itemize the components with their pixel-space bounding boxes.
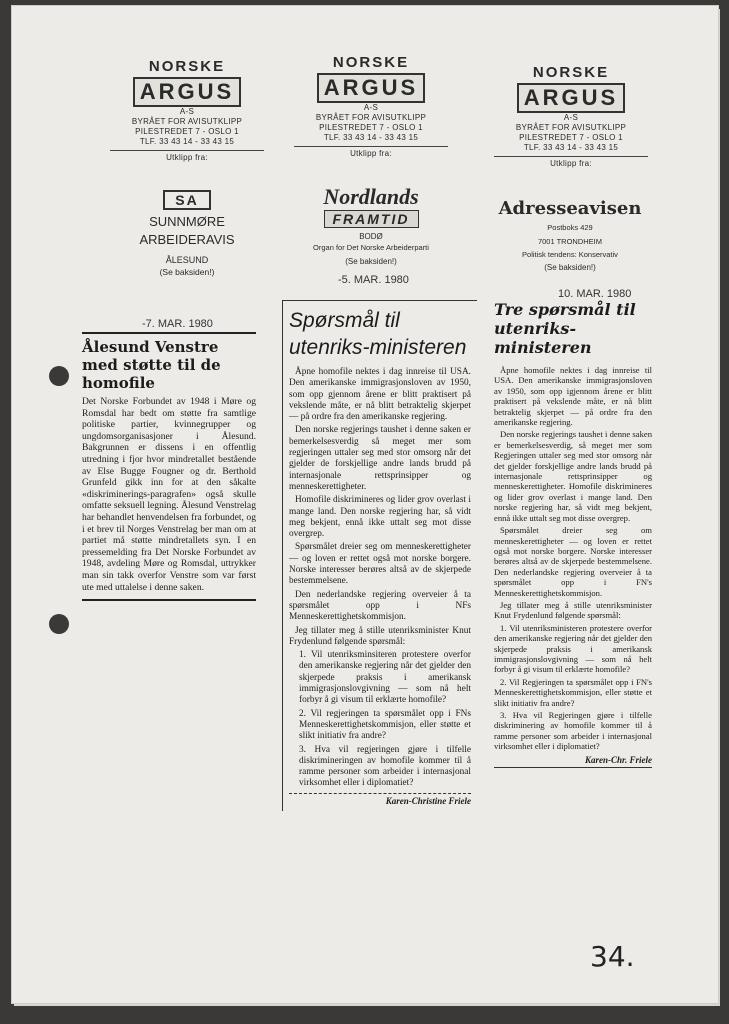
argus-header-1	[110, 58, 264, 163]
clipping-alesund-venstre	[82, 332, 256, 601]
argus-logo: ARGUS	[133, 77, 241, 107]
paper-name-line2: FRAMTID	[324, 210, 419, 228]
header-norske: NORSKE	[148, 58, 226, 75]
paper-city: 7001 TRONDHEIM	[537, 237, 603, 246]
header-clip-from: Utklipp fra:	[166, 153, 208, 162]
clipping-tre-sporsmal-adresseavisen	[494, 300, 652, 768]
clipping-questions	[494, 623, 652, 752]
paper-tendens: Politisk tendens: Konservativ	[522, 250, 618, 259]
paper-masthead-2	[284, 184, 458, 266]
clipping-headline: Ålesund Venstre med støtte til de homofile	[82, 338, 221, 392]
header-clip-from: Utklipp fra:	[550, 159, 592, 168]
clipping-question: 3. Hva vil regjeringen gjøre i tilfelle diskrimineringen av homofile kommer til å ramme personer som arbeider i internasjonal virksomhet eller i diplomatiet?	[299, 744, 471, 789]
archive-page	[12, 6, 718, 1003]
clipping-paragraph: Jeg tillater meg å stille utenriksminister Knut Frydenlund følgende spørsmål:	[289, 625, 471, 647]
paper-organ: Organ for Det Norske Arbeiderparti	[313, 243, 429, 252]
clipping-question: 3. Hva vil Regjeringen gjøre i tilfelle diskriminering av homofile kommer til å ramme personer som arbeider i internasjonal virksomhet eller i diplomatiet?	[494, 710, 652, 752]
paper-note: (Se baksiden!)	[159, 267, 215, 277]
header-norske: NORSKE	[332, 54, 410, 71]
clipping-byline: Karen-Christine Friele	[289, 793, 471, 807]
header-phone: TLF. 33 43 14 - 33 43 15	[139, 137, 235, 146]
clipping-question: 1. Vil utenriksministeren protestere overfor den amerikanske regjering når det gjelder den skjerpede praksis i amerikansk immigrasjonslovgivning — som nå helt forbyr å gi visum til erklærte homofile?	[494, 622, 652, 675]
clipping-sporsmal-nordlands	[282, 300, 477, 811]
header-as: A-S	[363, 103, 379, 112]
header-address: PILESTREDET 7 - OSLO 1	[319, 123, 423, 132]
paper-note: (Se baksiden!)	[544, 263, 596, 272]
punch-hole	[49, 614, 69, 634]
paper-city: BODØ	[359, 232, 383, 241]
clipping-paragraph: Homofile diskrimineres og lider grov overlast i mange land. Den norske regjering har, så vidt meg bekjent, ennå ikke uttalt seg mot disse overgrep.	[289, 495, 471, 540]
argus-header-3	[494, 64, 648, 169]
paper-box: Postboks 429	[547, 223, 593, 232]
header-phone: TLF. 33 43 14 - 33 43 15	[323, 133, 419, 142]
clipping-byline: Karen-Chr. Friele	[494, 755, 652, 768]
header-as: A-S	[563, 113, 579, 122]
header-address: PILESTREDET 7 - OSLO 1	[519, 133, 623, 142]
clipping-paragraph: Den norske regjerings taushet i denne saken er bemerkelsesverdig så meget mer som regjeringen uttaler seg med stor omsorg når det gjelder de forskjellige andre lands brudd på internasjonale rettsprinsipper og menneskerettigheter.	[289, 425, 471, 492]
clipping-question: 1. Vil utenriksminsiteren protestere overfor den amerikanske regjering når det gjelder den skjerpede praksis i amerikansk immigrasjonslovgivning — som nå helt forbyr å gi visum til erklærte homofile?	[299, 650, 471, 706]
handwritten-page-number: 34.	[590, 940, 635, 973]
paper-name-line2: ARBEIDERAVIS	[139, 232, 235, 247]
clipping-paragraph: Åpne homofile nektes i dag innreise til USA. Den amerikanske immigrasjonsloven av 1950, som opp igjennom årene er blitt praktisert på vekslende måte, er nå blitt betraktelig skjerpet — på ordre fra den amerikanske regjering.	[494, 365, 652, 428]
punch-hole	[49, 366, 69, 386]
clipping-paragraph: Den nederlandske regjering overveier å ta spørsmålet opp i NFs Menneskerettighetskommisjon.	[289, 589, 471, 623]
clipping-body	[289, 367, 471, 648]
header-bureau: BYRÅET FOR AVISUTKLIPP	[515, 123, 627, 132]
clipping-headline: Spørsmål til utenriks-ministeren	[289, 309, 467, 359]
header-clip-from: Utklipp fra:	[350, 149, 392, 158]
paper-masthead-1	[110, 190, 264, 277]
header-norske: NORSKE	[532, 64, 610, 81]
date-stamp: 10. MAR. 1980	[558, 288, 632, 300]
paper-name: Nordlands	[323, 184, 419, 209]
date-stamp: -7. MAR. 1980	[142, 318, 213, 330]
paper-masthead-3	[488, 198, 652, 272]
paper-name: SUNNMØRE	[149, 214, 225, 229]
argus-logo: ARGUS	[517, 83, 625, 113]
header-bureau: BYRÅET FOR AVISUTKLIPP	[315, 113, 427, 122]
header-phone: TLF. 33 43 14 - 33 43 15	[523, 143, 619, 152]
header-address: PILESTREDET 7 - OSLO 1	[135, 127, 239, 136]
clipping-body: Det Norske Forbundet av 1948 i Møre og Romsdal har bedt om støtte fra samtlige politiske partier, kvinnegrupper og ungdomsorganisasjoner i Ålesund. Bakgrunnen er dissens i en offentlig utredning i fjor hvor mindretallet bestående av Else Bugge Fougner og dr. Berthold Grunfeld gikk inn for at den såkalte «diskriminerings-paragrafen» også skulle omfatte seksuell legning. Ålesund Venstrelag har behandlet henvendelsen fra forbundet, og i et brev til Norges Venstrelag ber man om at partiet må støtte mindretallets syn. I en pressemelding fra Det Norske Forbundet av 1948, avdeling Møre og Romsdal, uttrykker man sin takk overfor Venstre som var først ute med uttalelse i denne saken.	[82, 396, 256, 593]
date-stamp: -5. MAR. 1980	[338, 274, 409, 286]
clipping-paragraph: Spørsmålet dreier seg om menneskerettigheter — og loven er rettet også mot norske borgere. Norske interesser berøres altså av de skjerpede bestemmelsene. Den nederlandske regjering overveier å ta spørsmålet opp i FN's Menneskerettighetskommisjon.	[494, 525, 652, 598]
clipping-body	[494, 365, 652, 621]
argus-logo: ARGUS	[317, 73, 425, 103]
clipping-question: 2. Vil regjeringen ta spørsmålet opp i FNs Menneskerettighetskommisjon, eller støtte et slikt initiativ fra andre?	[299, 708, 471, 742]
clipping-paragraph: Spørsmålet dreier seg om menneskerettigheter — og loven er rettet også mot norske borgere. Norske interesser berøres altså av de skjerpede bestemmelsene.	[289, 542, 471, 587]
paper-logo: SA	[163, 190, 210, 210]
header-bureau: BYRÅET FOR AVISUTKLIPP	[131, 117, 243, 126]
header-as: A-S	[179, 107, 195, 116]
paper-name: Adresseavisen	[498, 198, 642, 219]
clipping-headline: Tre spørsmål til utenriks-ministeren	[494, 300, 636, 357]
paper-city: ÅLESUND	[165, 255, 209, 265]
clipping-questions	[289, 650, 471, 790]
paper-note: (Se baksiden!)	[345, 257, 397, 266]
clipping-question: 2. Vil Regjeringen ta spørsmålet opp i FN's Menneskerettighetskommisjon, eller støtte et slikt initiativ fra andre?	[494, 676, 652, 708]
argus-header-2	[294, 54, 448, 159]
clipping-paragraph: Jeg tillater meg å stille utenriksminister Knut Frydenlund følgende spørsmål:	[494, 599, 652, 621]
clipping-paragraph: Åpne homofile nektes i dag innreise til USA. Den amerikanske immigrasjonsloven av 1950, som opp gjennom årene er blitt praktisert på vekslende måte, er nå blitt betraktelig skjerpet — på ordre fra den amerikanske regjering.	[289, 367, 471, 423]
clipping-paragraph: Den norske regjerings taushet i denne saken er bemerkelsesverdig, så meget mer som Regjeringen uttaler seg med stor omsorg når det gjelder forskjellige andre lands brudd på internasjonale rettsprinsipper og menneskerettigheter. Homofile diskrimineres og lider grov overlast i mange land. Den norske regjering har, så vidt meg bekjent, ennå ikke uttalt seg mot disse overgrep.	[494, 429, 652, 523]
